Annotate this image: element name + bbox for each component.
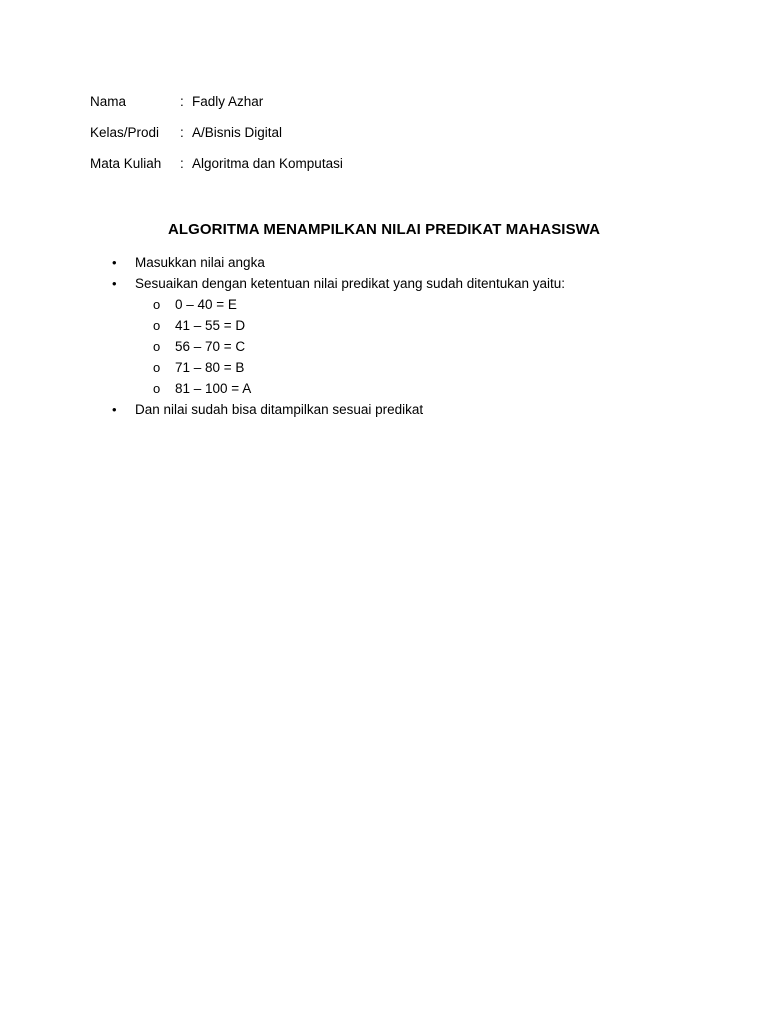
grade-item xyxy=(112,336,565,357)
circle-bullet-icon: o xyxy=(153,381,161,396)
algorithm-steps xyxy=(112,252,565,420)
step-text: Sesuaikan dengan ketentuan nilai predikat yang sudah ditentukan yaitu: xyxy=(135,276,566,291)
list-item xyxy=(112,273,565,294)
info-row-mata-kuliah xyxy=(90,154,343,185)
bullet-icon: • xyxy=(112,255,117,270)
grade-item xyxy=(112,357,565,378)
info-value: Fadly Azhar xyxy=(192,94,264,109)
step-text: Dan nilai sudah bisa ditampilkan sesuai predikat xyxy=(135,402,424,417)
info-label: Mata Kuliah xyxy=(90,156,162,171)
list-item xyxy=(112,252,565,273)
info-label: Kelas/Prodi xyxy=(90,125,160,140)
info-colon: : xyxy=(180,94,184,109)
grade-text: 0 – 40 = E xyxy=(175,297,237,312)
step-text: Masukkan nilai angka xyxy=(135,255,265,270)
info-colon: : xyxy=(180,125,184,140)
grade-item xyxy=(112,294,565,315)
grade-text: 56 – 70 = C xyxy=(175,339,246,354)
grade-text: 41 – 55 = D xyxy=(175,318,246,333)
grade-item xyxy=(112,378,565,399)
bullet-icon: • xyxy=(112,276,117,291)
info-colon: : xyxy=(180,156,184,171)
circle-bullet-icon: o xyxy=(153,360,161,375)
grade-text: 71 – 80 = B xyxy=(175,360,245,375)
info-value: Algoritma dan Komputasi xyxy=(192,156,343,171)
info-value: A/Bisnis Digital xyxy=(192,125,283,140)
document-title: ALGORITMA MENAMPILKAN NILAI PREDIKAT MAHASISWA xyxy=(167,221,601,238)
info-label: Nama xyxy=(90,94,127,109)
grade-text: 81 – 100 = A xyxy=(175,381,252,396)
info-row-kelas xyxy=(90,123,343,154)
info-row-nama xyxy=(90,92,343,123)
grade-item xyxy=(112,315,565,336)
bullet-icon: • xyxy=(112,402,117,417)
circle-bullet-icon: o xyxy=(153,339,161,354)
circle-bullet-icon: o xyxy=(153,297,161,312)
circle-bullet-icon: o xyxy=(153,318,161,333)
list-item xyxy=(112,399,565,420)
student-info xyxy=(90,92,343,185)
